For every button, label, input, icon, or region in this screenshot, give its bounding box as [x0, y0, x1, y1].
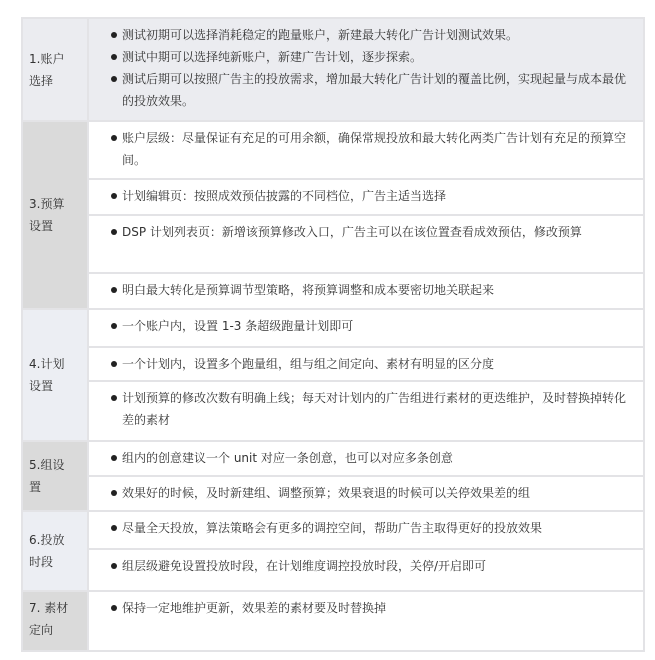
section-content — [88, 309, 644, 347]
table-row — [22, 476, 644, 511]
table-row — [22, 179, 644, 215]
section-content — [88, 549, 644, 591]
list-item: 组内的创意建议一个 unit 对应一条创意，也可以对应多条创意 — [109, 447, 631, 469]
label-line: 置 — [29, 480, 42, 494]
label-line: 选择 — [29, 73, 54, 88]
table-row — [22, 18, 644, 121]
label-line: 定向 — [29, 623, 54, 637]
section-content — [88, 347, 644, 381]
section-label — [22, 591, 88, 651]
table-row — [22, 549, 644, 591]
table-row — [22, 273, 644, 309]
table-row — [22, 591, 644, 651]
list-item: 尽量全天投放，算法策略会有更多的调控空间，帮助广告主取得更好的投放效果 — [109, 517, 631, 539]
table-row — [22, 441, 644, 476]
section-content — [88, 121, 644, 179]
section-label — [22, 18, 88, 121]
list-item: 组层级避免设置投放时段，在计划维度调控投放时段，关停/开启即可 — [109, 555, 631, 577]
section-content — [88, 179, 644, 215]
section-content — [88, 18, 644, 121]
label-line: 设置 — [29, 379, 54, 393]
label-line: 1.账户 — [29, 51, 65, 66]
table-row — [22, 381, 644, 441]
section-content — [88, 441, 644, 476]
list-item: 保持一定地维护更新，效果差的素材要及时替换掉 — [109, 597, 631, 619]
table-row — [22, 215, 644, 273]
section-content — [88, 381, 644, 441]
list-item: 一个计划内，设置多个跑量组，组与组之间定向、素材有明显的区分度 — [109, 353, 631, 375]
label-line: 4.计划 — [29, 357, 65, 371]
section-label — [22, 121, 88, 309]
label-line: 5.组设 — [29, 458, 65, 472]
label-line: 7. 素材 — [29, 601, 69, 615]
section-content — [88, 511, 644, 549]
list-item: 计划编辑页：按照成效预估披露的不同档位，广告主适当选择 — [109, 185, 631, 207]
section-content — [88, 476, 644, 511]
list-item: 计划预算的修改次数有明确上线；每天对计划内的广告组进行素材的更迭维护，及时替换掉转化差的素材 — [109, 387, 631, 431]
table-row — [22, 347, 644, 381]
strategy-table — [21, 17, 645, 652]
list-item: 效果好的时候，及时新建组、调整预算；效果衰退的时候可以关停效果差的组 — [109, 482, 631, 504]
label-line: 3.预算 — [29, 197, 65, 211]
section-label — [22, 309, 88, 441]
table-row — [22, 511, 644, 549]
list-item: 账户层级：尽量保证有充足的可用余额，确保常规投放和最大转化两类广告计划有充足的预算空间。 — [109, 127, 631, 171]
section-label — [22, 511, 88, 591]
list-item: DSP 计划列表页：新增该预算修改入口，广告主可以在该位置查看成效预估，修改预算 — [109, 221, 631, 243]
section-content — [88, 591, 644, 651]
list-item: 测试后期可以按照广告主的投放需求，增加最大转化广告计划的覆盖比例，实现起量与成本最优的投放效果。 — [109, 68, 631, 112]
list-item: 测试初期可以选择消耗稳定的跑量账户，新建最大转化广告计划测试效果。 — [109, 24, 631, 46]
table-row — [22, 309, 644, 347]
list-item: 测试中期可以选择纯新账户，新建广告计划，逐步探索。 — [109, 46, 631, 68]
list-item: 明白最大转化是预算调节型策略，将预算调整和成本要密切地关联起来 — [109, 279, 631, 301]
table-row — [22, 121, 644, 179]
label-line: 设置 — [29, 219, 54, 233]
label-line: 时段 — [29, 555, 54, 569]
section-label — [22, 441, 88, 511]
section-content — [88, 273, 644, 309]
list-item: 一个账户内，设置 1-3 条超级跑量计划即可 — [109, 315, 631, 337]
section-content — [88, 215, 644, 273]
label-line: 6.投放 — [29, 533, 65, 547]
